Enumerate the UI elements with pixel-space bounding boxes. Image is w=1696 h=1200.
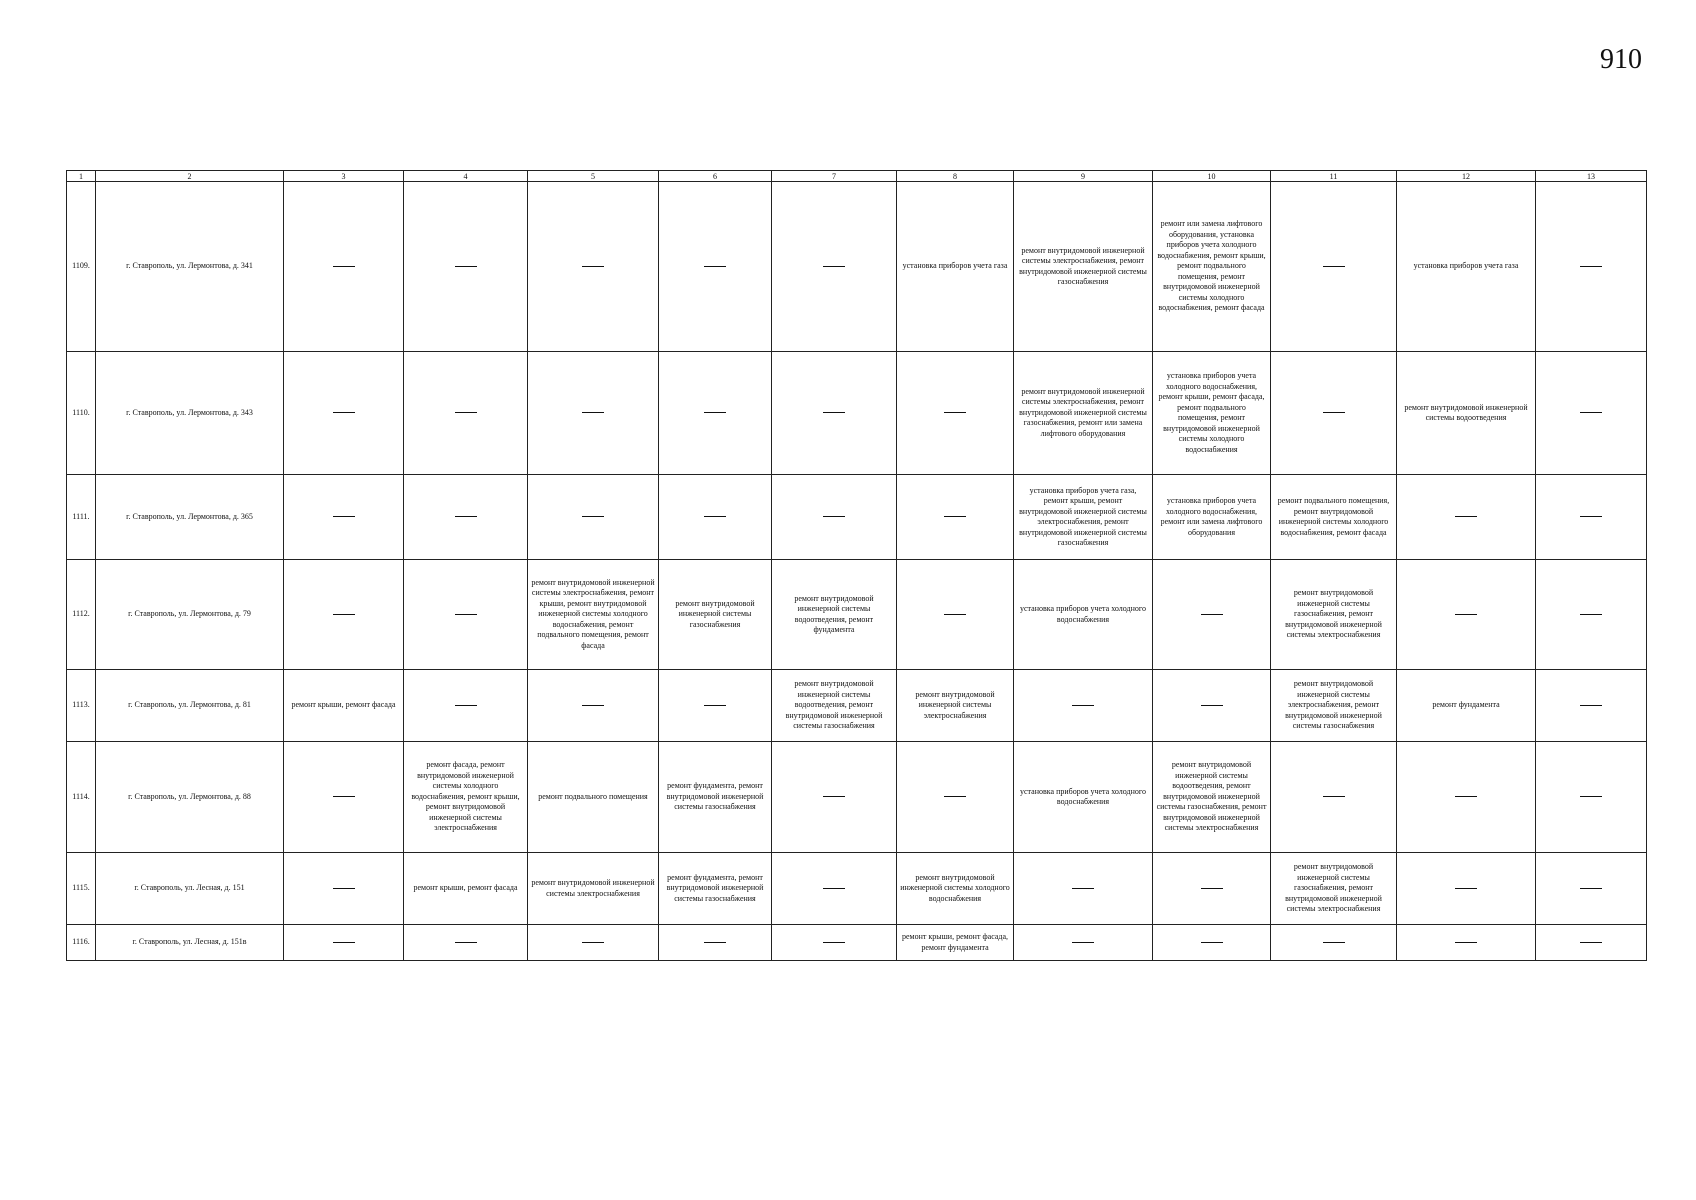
table-row (67, 925, 1647, 961)
empty-cell (897, 742, 1014, 853)
dash-mark (1455, 614, 1477, 615)
work-cell: ремонт крыши, ремонт фасада (404, 853, 528, 925)
address-cell: г. Ставрополь, ул. Лермонтова, д. 365 (96, 475, 284, 560)
dash-mark (455, 516, 477, 517)
dash-mark (704, 412, 726, 413)
empty-cell (772, 182, 897, 352)
address-cell: г. Ставрополь, ул. Лермонтова, д. 79 (96, 560, 284, 670)
empty-cell (404, 560, 528, 670)
empty-cell (284, 742, 404, 853)
column-header-5: 5 (528, 171, 659, 182)
work-cell: ремонт внутридомовой инженерной системы газоснабжения, ремонт внутридомовой инженерной системы электроснабжения (1271, 560, 1397, 670)
work-cell: ремонт фундамента (1397, 670, 1536, 742)
empty-cell (1271, 352, 1397, 475)
dash-mark (1580, 614, 1602, 615)
column-header-8: 8 (897, 171, 1014, 182)
work-cell: ремонт внутридомовой инженерной системы электроснабжения, ремонт внутридомовой инженерной системы газоснабжения, ремонт или замена лифтового оборудования (1014, 352, 1153, 475)
dash-mark (704, 942, 726, 943)
empty-cell (284, 475, 404, 560)
table-row (67, 182, 1647, 352)
work-cell: ремонт фундамента, ремонт внутридомовой инженерной системы газоснабжения (659, 853, 772, 925)
empty-cell (284, 182, 404, 352)
row-number: 1114. (67, 742, 96, 853)
empty-cell (1536, 925, 1647, 961)
dash-mark (1072, 705, 1094, 706)
table-row (67, 352, 1647, 475)
dash-mark (1580, 888, 1602, 889)
empty-cell (1014, 853, 1153, 925)
work-cell: установка приборов учета холодного водоснабжения (1014, 560, 1153, 670)
dash-mark (1580, 796, 1602, 797)
empty-cell (659, 925, 772, 961)
empty-cell (1397, 925, 1536, 961)
dash-mark (1455, 516, 1477, 517)
work-cell: ремонт внутридомовой инженерной системы электроснабжения (897, 670, 1014, 742)
empty-cell (404, 475, 528, 560)
dash-mark (582, 942, 604, 943)
address-cell: г. Ставрополь, ул. Лесная, д. 151в (96, 925, 284, 961)
work-cell: установка приборов учета газа (1397, 182, 1536, 352)
column-header-6: 6 (659, 171, 772, 182)
empty-cell (1397, 475, 1536, 560)
dash-mark (944, 614, 966, 615)
table-row (67, 560, 1647, 670)
dash-mark (333, 796, 355, 797)
address-cell: г. Ставрополь, ул. Лесная, д. 151 (96, 853, 284, 925)
work-cell: установка приборов учета холодного водоснабжения, ремонт крыши, ремонт фасада, ремонт подвального помещения, ремонт внутридомовой инженерной системы холодного водоснабжения (1153, 352, 1271, 475)
work-cell: ремонт внутридомовой инженерной системы водоотведения, ремонт внутридомовой инженерной системы газоснабжения, ремонт внутридомовой инженерной системы электроснабжения (1153, 742, 1271, 853)
dash-mark (455, 412, 477, 413)
dash-mark (582, 705, 604, 706)
dash-mark (823, 516, 845, 517)
table-row (67, 742, 1647, 853)
column-header-10: 10 (1153, 171, 1271, 182)
work-cell: ремонт внутридомовой инженерной системы водоотведения, ремонт фундамента (772, 560, 897, 670)
dash-mark (582, 412, 604, 413)
empty-cell (404, 352, 528, 475)
dash-mark (1201, 888, 1223, 889)
column-header-13: 13 (1536, 171, 1647, 182)
work-cell: ремонт внутридомовой инженерной системы электроснабжения (528, 853, 659, 925)
empty-cell (528, 182, 659, 352)
empty-cell (284, 560, 404, 670)
work-cell: установка приборов учета газа, ремонт крыши, ремонт внутридомовой инженерной системы электроснабжения, ремонт внутридомовой инженерной системы газоснабжения (1014, 475, 1153, 560)
dash-mark (1580, 412, 1602, 413)
dash-mark (1580, 942, 1602, 943)
empty-cell (528, 925, 659, 961)
dash-mark (455, 705, 477, 706)
column-header-3: 3 (284, 171, 404, 182)
dash-mark (704, 705, 726, 706)
page-number: 910 (1600, 44, 1642, 75)
table-row (67, 853, 1647, 925)
empty-cell (1014, 925, 1153, 961)
work-cell: ремонт фасада, ремонт внутридомовой инженерной системы холодного водоснабжения, ремонт крыши, ремонт внутридомовой инженерной системы электроснабжения (404, 742, 528, 853)
empty-cell (404, 670, 528, 742)
work-cell: ремонт подвального помещения (528, 742, 659, 853)
empty-cell (1536, 853, 1647, 925)
work-cell: ремонт крыши, ремонт фасада (284, 670, 404, 742)
dash-mark (582, 516, 604, 517)
empty-cell (772, 742, 897, 853)
work-cell: ремонт внутридомовой инженерной системы водоотведения, ремонт внутридомовой инженерной системы газоснабжения (772, 670, 897, 742)
empty-cell (1271, 742, 1397, 853)
row-number: 1111. (67, 475, 96, 560)
empty-cell (897, 352, 1014, 475)
work-cell: ремонт крыши, ремонт фасада, ремонт фундамента (897, 925, 1014, 961)
address-cell: г. Ставрополь, ул. Лермонтова, д. 81 (96, 670, 284, 742)
table-row (67, 670, 1647, 742)
dash-mark (823, 942, 845, 943)
dash-mark (1201, 942, 1223, 943)
empty-cell (528, 670, 659, 742)
dash-mark (1201, 614, 1223, 615)
dash-mark (944, 516, 966, 517)
dash-mark (823, 266, 845, 267)
row-number: 1115. (67, 853, 96, 925)
row-number: 1109. (67, 182, 96, 352)
dash-mark (944, 796, 966, 797)
empty-cell (659, 475, 772, 560)
work-cell: ремонт внутридомовой инженерной системы холодного водоснабжения (897, 853, 1014, 925)
dash-mark (1455, 796, 1477, 797)
dash-mark (455, 266, 477, 267)
empty-cell (284, 925, 404, 961)
dash-mark (455, 942, 477, 943)
column-header-4: 4 (404, 171, 528, 182)
row-number: 1112. (67, 560, 96, 670)
work-cell: установка приборов учета холодного водоснабжения, ремонт или замена лифтового оборудования (1153, 475, 1271, 560)
dash-mark (333, 942, 355, 943)
empty-cell (772, 352, 897, 475)
work-cell: ремонт внутридомовой инженерной системы газоснабжения (659, 560, 772, 670)
dash-mark (333, 888, 355, 889)
empty-cell (1536, 742, 1647, 853)
dash-mark (944, 412, 966, 413)
column-header-9: 9 (1014, 171, 1153, 182)
empty-cell (1397, 742, 1536, 853)
dash-mark (1072, 942, 1094, 943)
empty-cell (528, 475, 659, 560)
empty-cell (1153, 670, 1271, 742)
dash-mark (823, 888, 845, 889)
dash-mark (704, 266, 726, 267)
empty-cell (659, 670, 772, 742)
dash-mark (1323, 796, 1345, 797)
empty-cell (897, 560, 1014, 670)
empty-cell (1014, 670, 1153, 742)
dash-mark (333, 614, 355, 615)
work-cell: ремонт подвального помещения, ремонт внутридомовой инженерной системы холодного водоснабжения, ремонт фасада (1271, 475, 1397, 560)
column-header-12: 12 (1397, 171, 1536, 182)
empty-cell (404, 182, 528, 352)
empty-cell (1536, 182, 1647, 352)
empty-cell (1536, 475, 1647, 560)
empty-cell (1536, 670, 1647, 742)
work-cell: ремонт внутридомовой инженерной системы электроснабжения, ремонт внутридомовой инженерной системы газоснабжения (1271, 670, 1397, 742)
empty-cell (1153, 925, 1271, 961)
empty-cell (772, 853, 897, 925)
address-cell: г. Ставрополь, ул. Лермонтова, д. 88 (96, 742, 284, 853)
table-row (67, 475, 1647, 560)
empty-cell (1153, 560, 1271, 670)
work-cell: ремонт внутридомовой инженерной системы водоотведения (1397, 352, 1536, 475)
address-cell: г. Ставрополь, ул. Лермонтова, д. 341 (96, 182, 284, 352)
row-number: 1116. (67, 925, 96, 961)
empty-cell (1271, 182, 1397, 352)
empty-cell (1536, 352, 1647, 475)
empty-cell (1397, 560, 1536, 670)
column-header-11: 11 (1271, 171, 1397, 182)
empty-cell (1271, 925, 1397, 961)
work-cell: ремонт внутридомовой инженерной системы электроснабжения, ремонт крыши, ремонт внутридомовой инженерной системы холодного водоснабжения, ремонт подвального помещения, ремонт фасада (528, 560, 659, 670)
work-cell: ремонт фундамента, ремонт внутридомовой инженерной системы газоснабжения (659, 742, 772, 853)
dash-mark (1580, 705, 1602, 706)
capital-repair-table (66, 170, 1647, 961)
empty-cell (528, 352, 659, 475)
empty-cell (897, 475, 1014, 560)
dash-mark (823, 796, 845, 797)
empty-cell (284, 853, 404, 925)
address-cell: г. Ставрополь, ул. Лермонтова, д. 343 (96, 352, 284, 475)
empty-cell (772, 475, 897, 560)
dash-mark (704, 516, 726, 517)
work-cell: ремонт или замена лифтового оборудования, установка приборов учета холодного водоснабжения, ремонт крыши, ремонт подвального помещения, ремонт внутридомовой инженерной системы холодного водоснабжения, ремонт фасада (1153, 182, 1271, 352)
work-cell: установка приборов учета газа (897, 182, 1014, 352)
column-header-1: 1 (67, 171, 96, 182)
empty-cell (772, 925, 897, 961)
work-cell: установка приборов учета холодного водоснабжения (1014, 742, 1153, 853)
dash-mark (1580, 516, 1602, 517)
dash-mark (1455, 888, 1477, 889)
empty-cell (404, 925, 528, 961)
work-cell: ремонт внутридомовой инженерной системы электроснабжения, ремонт внутридомовой инженерной системы газоснабжения (1014, 182, 1153, 352)
empty-cell (659, 182, 772, 352)
dash-mark (1201, 705, 1223, 706)
dash-mark (1455, 942, 1477, 943)
empty-cell (284, 352, 404, 475)
row-number: 1113. (67, 670, 96, 742)
dash-mark (1323, 412, 1345, 413)
column-number-row (67, 171, 1647, 182)
row-number: 1110. (67, 352, 96, 475)
dash-mark (333, 266, 355, 267)
empty-cell (1536, 560, 1647, 670)
empty-cell (1397, 853, 1536, 925)
work-cell: ремонт внутридомовой инженерной системы газоснабжения, ремонт внутридомовой инженерной системы электроснабжения (1271, 853, 1397, 925)
dash-mark (333, 412, 355, 413)
empty-cell (1153, 853, 1271, 925)
column-header-2: 2 (96, 171, 284, 182)
empty-cell (659, 352, 772, 475)
dash-mark (1580, 266, 1602, 267)
dash-mark (823, 412, 845, 413)
dash-mark (582, 266, 604, 267)
dash-mark (1323, 266, 1345, 267)
dash-mark (1072, 888, 1094, 889)
dash-mark (1323, 942, 1345, 943)
column-header-7: 7 (772, 171, 897, 182)
dash-mark (333, 516, 355, 517)
dash-mark (455, 614, 477, 615)
